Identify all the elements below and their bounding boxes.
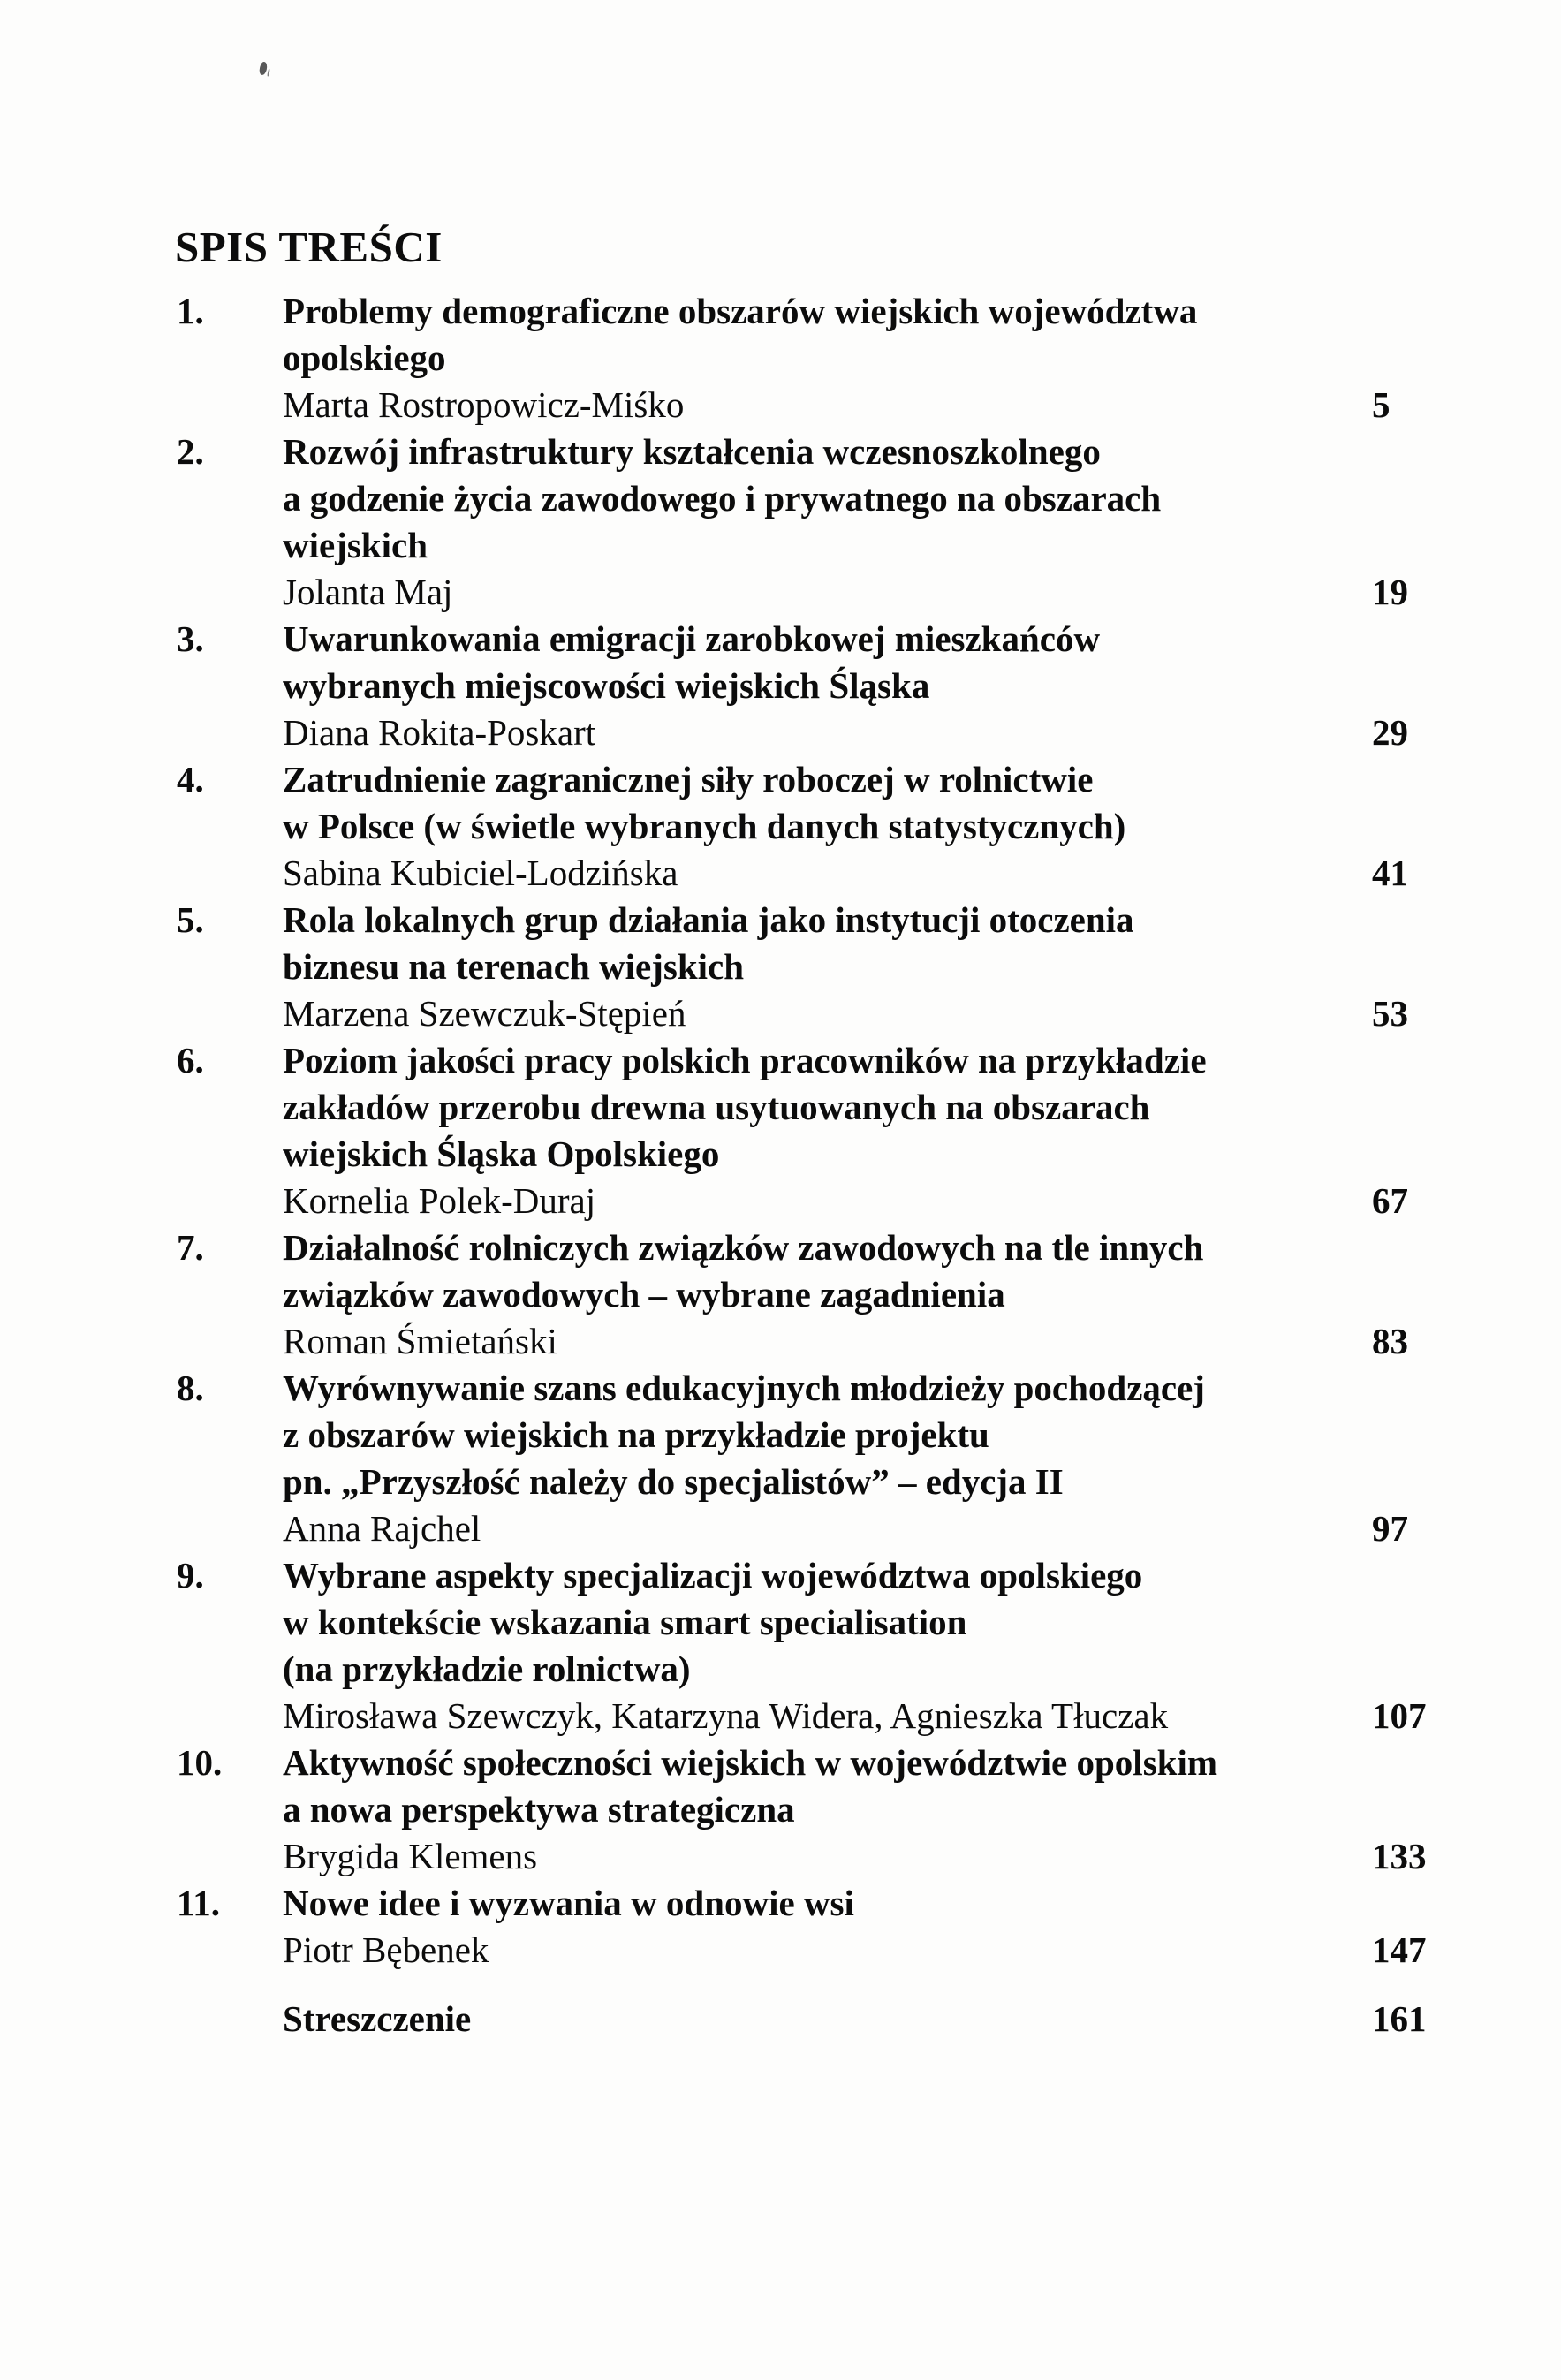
item-title-line: zakładów przerobu drewna usytuowanych na obszarach (283, 1087, 1150, 1127)
item-number: 4. (177, 759, 204, 800)
item-title-line: (na przykładzie rolnictwa) (283, 1649, 691, 1689)
item-author: Kornelia Polek-Duraj (283, 1180, 596, 1221)
toc-list (177, 288, 1466, 2043)
item-number: 1. (177, 291, 204, 331)
item-title-line: biznesu na terenach wiejskich (283, 946, 745, 987)
item-author-line (283, 382, 1466, 428)
item-title-line: Wybrane aspekty specjalizacji województwa opolskiego (283, 1555, 1143, 1596)
item-page-number: 29 (1372, 712, 1408, 753)
item-page-number: 83 (1372, 1321, 1408, 1361)
item-title-line: w kontekście wskazania smart specialisation (283, 1602, 967, 1642)
item-title-line: w Polsce (w świetle wybranych danych statystycznych) (283, 806, 1126, 846)
item-number: 9. (177, 1555, 204, 1596)
toc-item (177, 1224, 1466, 1365)
item-author: Sabina Kubiciel-Lodzińska (283, 853, 678, 893)
item-author: Anna Rajchel (283, 1508, 481, 1549)
item-title-line: a godzenie życia zawodowego i prywatnego na obszarach (283, 478, 1162, 519)
item-number: 5. (177, 899, 204, 940)
item-author-line (283, 1693, 1466, 1740)
item-author: Marta Rostropowicz-Miśko (283, 384, 685, 425)
item-author-line (283, 1318, 1466, 1365)
item-page-number: 19 (1372, 572, 1408, 612)
item-title-line: opolskiego (283, 337, 446, 378)
ink-speck-artifact (258, 61, 268, 75)
item-number: 7. (177, 1227, 204, 1268)
item-author: Brygida Klemens (283, 1836, 538, 1876)
item-page-number: 5 (1372, 384, 1391, 425)
item-number: 3. (177, 618, 204, 659)
summary-label: Streszczenie (283, 1998, 472, 2039)
item-page-number: 107 (1372, 1695, 1427, 1736)
toc-item (177, 897, 1466, 1037)
item-title-line: związków zawodowych – wybrane zagadnienia (283, 1274, 1005, 1315)
item-page-number: 97 (1372, 1508, 1408, 1549)
item-number: 2. (177, 431, 204, 472)
item-page-number: 41 (1372, 853, 1408, 893)
item-title-line: wybranych miejscowości wiejskich Śląska (283, 665, 930, 706)
item-author: Diana Rokita-Poskart (283, 712, 596, 753)
item-page-number: 133 (1372, 1836, 1427, 1876)
item-title-line: Działalność rolniczych związków zawodowych na tle innych (283, 1227, 1204, 1268)
item-number: 10. (177, 1742, 223, 1783)
toc-item (177, 756, 1466, 897)
item-title-line: Wyrównywanie szans edukacyjnych młodzieży pochodzącej (283, 1368, 1205, 1408)
item-author: Mirosława Szewczyk, Katarzyna Widera, Agnieszka Tłuczak (283, 1695, 1169, 1736)
item-title-line: Poziom jakości pracy polskich pracowników na przykładzie (283, 1040, 1207, 1080)
item-title-line: Problemy demograficzne obszarów wiejskich województwa (283, 291, 1198, 331)
item-title-line: Uwarunkowania emigracji zarobkowej mieszkańców (283, 618, 1101, 659)
item-title-line: z obszarów wiejskich na przykładzie projektu (283, 1414, 989, 1455)
toc-item (177, 428, 1466, 616)
item-title-line: Rola lokalnych grup działania jako instytucji otoczenia (283, 899, 1134, 940)
item-title-line: a nowa perspektywa strategiczna (283, 1789, 795, 1830)
item-author-line (283, 1833, 1466, 1880)
toc-item (177, 1740, 1466, 1880)
item-author-line (283, 569, 1466, 616)
item-author-line (283, 709, 1466, 756)
item-number: 8. (177, 1368, 204, 1408)
item-page-number: 147 (1372, 1929, 1427, 1970)
item-page-number: 67 (1372, 1180, 1408, 1221)
item-number: 11. (177, 1883, 220, 1923)
item-author-line (283, 1505, 1466, 1552)
item-title-line: Zatrudnienie zagranicznej siły roboczej w rolnictwie (283, 759, 1094, 800)
item-author: Piotr Bębenek (283, 1929, 489, 1970)
item-author: Jolanta Maj (283, 572, 453, 612)
toc-item (177, 288, 1466, 428)
item-author-line (283, 850, 1466, 897)
item-author: Roman Śmietański (283, 1321, 557, 1361)
item-title-line: Aktywność społeczności wiejskich w województwie opolskim (283, 1742, 1217, 1783)
toc-item (177, 1880, 1466, 1974)
summary-page-number: 161 (1372, 1998, 1427, 2039)
item-author-line (283, 1178, 1466, 1224)
item-title-line: wiejskich Śląska Opolskiego (283, 1133, 720, 1174)
item-page-number: 53 (1372, 993, 1408, 1034)
toc-item (177, 616, 1466, 756)
item-number: 6. (177, 1040, 204, 1080)
toc-item (177, 1037, 1466, 1224)
item-title-line: wiejskich (283, 525, 428, 565)
item-title-line: Nowe idee i wyzwania w odnowie wsi (283, 1883, 854, 1923)
toc-item (177, 1365, 1466, 1552)
summary-row (177, 1996, 1466, 2043)
page-title: SPIS TREŚCI (175, 222, 443, 271)
item-author-line (283, 990, 1466, 1037)
summary-line (283, 1996, 1466, 2043)
item-author: Marzena Szewczuk-Stępień (283, 993, 686, 1034)
toc-item (177, 1552, 1466, 1740)
item-title-line: Rozwój infrastruktury kształcenia wczesnoszkolnego (283, 431, 1101, 472)
item-title-line: pn. „Przyszłość należy do specjalistów” – edycja II (283, 1461, 1064, 1502)
item-author-line (283, 1927, 1466, 1974)
